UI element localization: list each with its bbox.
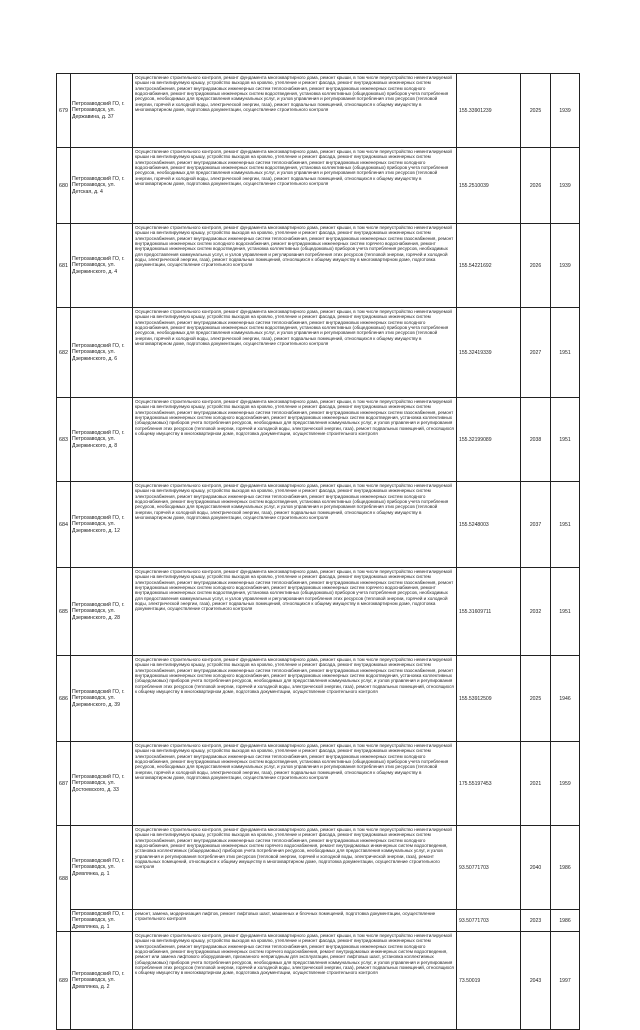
build-year-cell: 1951 bbox=[551, 308, 580, 398]
code-cell: 175.55197453 bbox=[457, 742, 521, 826]
work-description-cell: Осуществление строительного контроля, ремонт фундамента многоквартирного дома, ремонт крыши, в том числе переустройство невентилируемой крыши на вентилируемую крышу, устройство выходов на кровлю, утепление и ремонт фасада, ремонт внутридомовых инженерных систем электроснабжения, ремонт внутридомовых инженерных систем теплоснабжения, ремонт внутридомовых инженерных систем холодного водоснабжения, ремонт внутридомовых инженерных систем горячего водоснабжения, ремонт внутридомовых инженерных систем водоотведения, установка коллективных (общедомовых) приборов учета потребления ресурсов, необходимых для предоставления коммунальных услуг, и узлов управления и регулирования потребления этих ресурсов (тепловой энергии, горячей и холодной воды, электрической энергии, газа), ремонт подвальных помещений, относящихся к общему имуществу в многоквартирном доме, подготовка документации, осуществление строительного контроля bbox=[133, 826, 457, 910]
build-year-cell: 1959 bbox=[551, 742, 580, 826]
code-cell: 155.33901239 bbox=[457, 74, 521, 148]
build-year-cell: 1939 bbox=[551, 74, 580, 148]
address-cell: Петрозаводский ГО, г. Петрозаводск, ул. Достоевского, д. 33 bbox=[71, 742, 133, 826]
code-cell: 155.31609711 bbox=[457, 568, 521, 656]
work-description-cell: Осуществление строительного контроля, ремонт фундамента многоквартирного дома, ремонт крыши, в том числе переустройство невентилируемой крыши на вентилируемую крышу, устройство выходов на кровлю, утепление и ремонт фасада, ремонт внутридомовых инженерных систем электроснабжения, ремонт внутридомовых инженерных систем теплоснабжения, ремонт внутридомовых инженерных систем холодного водоснабжения, ремонт внутридомовых инженерных систем водоотведения, установка коллективных (общедомовых) приборов учета потребления ресурсов, необходимых для предоставления коммунальных услуг, и узлов управления и регулирования потребления этих ресурсов (тепловой энергии, горячей и холодной воды, электрической энергии, газа), ремонт подвальных помещений, относящихся к общему имуществу в многоквартирном доме, подготовка документации, осуществление строительного контроля bbox=[133, 148, 457, 224]
row-number: 679 bbox=[57, 74, 71, 148]
address-cell: Петрозаводский ГО, г. Петрозаводск, ул. Дзержинского, д. 8 bbox=[71, 398, 133, 482]
table-row bbox=[57, 826, 580, 910]
code-cell: 155.5248003 bbox=[457, 482, 521, 568]
plan-year-cell: 2023 bbox=[521, 910, 551, 932]
address-cell: Петрозаводский ГО, г. Петрозаводск, ул. Детская, д. 4 bbox=[71, 148, 133, 224]
work-description-cell: Осуществление строительного контроля, ремонт фундамента многоквартирного дома, ремонт крыши, в том числе переустройство невентилируемой крыши на вентилируемую крышу, устройство выходов на кровлю, утепление и ремонт фасада, ремонт внутридомовых инженерных систем электроснабжения, ремонт внутридомовых инженерных систем теплоснабжения, ремонт внутридомовых инженерных систем холодного водоснабжения, ремонт внутридомовых инженерных систем водоотведения, установка коллективных (общедомовых) приборов учета потребления ресурсов, необходимых для предоставления коммунальных услуг, и узлов управления и регулирования потребления этих ресурсов (тепловой энергии, горячей и холодной воды, электрической энергии, газа), ремонт подвальных помещений, относящихся к общему имуществу в многоквартирном доме, подготовка документации, осуществление строительного контроля bbox=[133, 742, 457, 826]
table-row bbox=[57, 74, 580, 148]
work-description-cell: Осуществление строительного контроля, ремонт фундамента многоквартирного дома, ремонт крыши, в том числе переустройство невентилируемой крыши на вентилируемую крышу, устройство выходов на кровлю, утепление и ремонт фасада, ремонт внутридомовых инженерных систем электроснабжения, ремонт внутридомовых инженерных систем теплоснабжения, ремонт внутридомовых инженерных систем холодного водоснабжения, ремонт внутридомовых инженерных систем водоотведения, установка коллективных (общедомовых) приборов учета потребления ресурсов, необходимых для предоставления коммунальных услуг, и узлов управления и регулирования потребления этих ресурсов (тепловой энергии, горячей и холодной воды, электрической энергии, газа), ремонт подвальных помещений, относящихся к общему имуществу в многоквартирном доме, подготовка документации, осуществление строительного контроля bbox=[133, 308, 457, 398]
table-row bbox=[57, 910, 580, 932]
address-cell: Петрозаводский ГО, г. Петрозаводск, ул. Дзержинского, д. 4 bbox=[71, 224, 133, 308]
work-description-cell: Осуществление строительного контроля, ремонт фундамента многоквартирного дома, ремонт крыши, в том числе переустройство невентилируемой крыши на вентилируемую крышу, устройство выходов на кровлю, утепление и ремонт фасада, ремонт внутридомовых инженерных систем электроснабжения, ремонт внутридомовых инженерных систем теплоснабжения, ремонт внутридомовых инженерных систем холодного водоснабжения, ремонт внутридомовых инженерных систем водоотведения, установка коллективных (общедомовых) приборов учета потребления ресурсов, необходимых для предоставления коммунальных услуг, и узлов управления и регулирования потребления этих ресурсов (тепловой энергии, горячей и холодной воды, электрической энергии, газа), ремонт подвальных помещений, относящихся к общему имуществу в многоквартирном доме, подготовка документации, осуществление строительного контроля bbox=[133, 482, 457, 568]
capital-repair-table bbox=[56, 73, 580, 1030]
row-number: 686 bbox=[57, 656, 71, 742]
row-number: 688 bbox=[57, 826, 71, 932]
table-row bbox=[57, 308, 580, 398]
plan-year-cell: 2025 bbox=[521, 74, 551, 148]
work-description-cell: ремонт, замена, модернизация лифтов, ремонт лифтовых шахт, машинных и блочных помещений, подготовка документации, осуществление строительного контроля bbox=[133, 910, 457, 932]
plan-year-cell: 2038 bbox=[521, 398, 551, 482]
work-description-cell: Осуществление строительного контроля, ремонт фундамента многоквартирного дома, ремонт крыши, в том числе переустройство невентилируемой крыши на вентилируемую крышу, устройство выходов на кровлю, утепление и ремонт фасада, ремонт внутридомовых инженерных систем электроснабжения, ремонт внутридомовых инженерных систем теплоснабжения, ремонт внутридомовых инженерных систем холодного водоснабжения, ремонт внутридомовых инженерных систем водоотведения, установка коллективных (общедомовых) приборов учета потребления ресурсов, необходимых для предоставления коммунальных услуг, и узлов управления и регулирования потребления этих ресурсов (тепловой энергии, горячей и холодной воды, электрической энергии, газа), ремонт подвальных помещений, относящихся к общему имуществу в многоквартирном доме, подготовка документации, осуществление строительного контроля bbox=[133, 74, 457, 148]
row-number: 689 bbox=[57, 932, 71, 1030]
row-number: 681 bbox=[57, 224, 71, 308]
build-year-cell: 1939 bbox=[551, 224, 580, 308]
table-row bbox=[57, 224, 580, 308]
plan-year-cell: 2025 bbox=[521, 656, 551, 742]
build-year-cell: 1986 bbox=[551, 826, 580, 910]
code-cell: 93.50771703 bbox=[457, 826, 521, 910]
work-description-cell: Осуществление строительного контроля, ремонт фундамента многоквартирного дома, ремонт крыши, в том числе переустройство невентилируемой крыши на вентилируемую крышу, устройство выходов на кровлю, утепление и ремонт фасада, ремонт внутридомовых инженерных систем электроснабжения, ремонт внутридомовых инженерных систем теплоснабжения, ремонт внутридомовых инженерных систем газоснабжения, ремонт внутридомовых инженерных систем холодного водоснабжения, ремонт внутридомовых инженерных систем водоотведения, установка коллективных (общедомовых) приборов учета потребления ресурсов, необходимых для предоставления коммунальных услуг, и узлов управления и регулирования потребления этих ресурсов (тепловой энергии, горячей и холодной воды, электрической энергии, газа), ремонт подвальных помещений, относящихся к общему имуществу в многоквартирном доме, подготовка документации, осуществление строительного контроля bbox=[133, 398, 457, 482]
row-number: 680 bbox=[57, 148, 71, 224]
build-year-cell: 1939 bbox=[551, 148, 580, 224]
code-cell: 73.50019 bbox=[457, 932, 521, 1030]
row-number: 683 bbox=[57, 398, 71, 482]
build-year-cell: 1951 bbox=[551, 398, 580, 482]
code-cell: 155.54221692 bbox=[457, 224, 521, 308]
code-cell: 155.32199089 bbox=[457, 398, 521, 482]
table-row bbox=[57, 398, 580, 482]
row-number: 684 bbox=[57, 482, 71, 568]
table-row bbox=[57, 482, 580, 568]
address-cell: Петрозаводский ГО, г. Петрозаводск, ул. Державина, д. 37 bbox=[71, 74, 133, 148]
work-description-cell: Осуществление строительного контроля, ремонт фундамента многоквартирного дома, ремонт крыши, в том числе переустройство невентилируемой крыши на вентилируемую крышу, устройство выходов на кровлю, утепление и ремонт фасада, ремонт внутридомовых инженерных систем электроснабжения, ремонт внутридомовых инженерных систем теплоснабжения, ремонт внутридомовых инженерных систем газоснабжения, ремонт внутридомовых инженерных систем холодного водоснабжения, ремонт внутридомовых инженерных систем горячего водоснабжения, ремонт внутридомовых инженерных систем водоотведения, установка коллективных (общедомовых) приборов учета потребления ресурсов, необходимых для предоставления коммунальных услуг, и узлов управления и регулирования потребления этих ресурсов (тепловой энергии, горячей и холодной воды, электрической энергии, газа), ремонт подвальных помещений, относящихся к общему имуществу в многоквартирном доме, подготовка документации, осуществление строительного контроля bbox=[133, 568, 457, 656]
build-year-cell: 1986 bbox=[551, 910, 580, 932]
build-year-cell: 1951 bbox=[551, 482, 580, 568]
address-cell: Петрозаводский ГО, г. Петрозаводск, ул. Древлянка, д. 2 bbox=[71, 932, 133, 1030]
plan-year-cell: 2026 bbox=[521, 148, 551, 224]
plan-year-cell: 2040 bbox=[521, 826, 551, 910]
plan-year-cell: 2021 bbox=[521, 742, 551, 826]
plan-year-cell: 2043 bbox=[521, 932, 551, 1030]
code-cell: 93.50771703 bbox=[457, 910, 521, 932]
row-number: 687 bbox=[57, 742, 71, 826]
work-description-cell: Осуществление строительного контроля, ремонт фундамента многоквартирного дома, ремонт крыши, в том числе переустройство невентилируемой крыши на вентилируемую крышу, устройство выходов на кровлю, утепление и ремонт фасада, ремонт внутридомовых инженерных систем электроснабжения, ремонт внутридомовых инженерных систем теплоснабжения, ремонт внутридомовых инженерных систем газоснабжения, ремонт внутридомовых инженерных систем холодного водоснабжения, ремонт внутридомовых инженерных систем водоотведения, установка коллективных (общедомовых) приборов учета потребления ресурсов, необходимых для предоставления коммунальных услуг, и узлов управления и регулирования потребления этих ресурсов (тепловой энергии, горячей и холодной воды, электрической энергии, газа), ремонт подвальных помещений, относящихся к общему имуществу в многоквартирном доме, подготовка документации, осуществление строительного контроля bbox=[133, 656, 457, 742]
build-year-cell: 1946 bbox=[551, 656, 580, 742]
table-row bbox=[57, 932, 580, 1030]
address-cell: Петрозаводский ГО, г. Петрозаводск, ул. Дзержинского, д. 12 bbox=[71, 482, 133, 568]
row-number: 682 bbox=[57, 308, 71, 398]
row-number: 685 bbox=[57, 568, 71, 656]
table-row bbox=[57, 568, 580, 656]
table-row bbox=[57, 742, 580, 826]
address-cell: Петрозаводский ГО, г. Петрозаводск, ул. Древлянка, д. 1 bbox=[71, 826, 133, 910]
address-cell: Петрозаводский ГО, г. Петрозаводск, ул. Дзержинского, д. 28 bbox=[71, 568, 133, 656]
code-cell: 155.2510039 bbox=[457, 148, 521, 224]
address-cell: Петрозаводский ГО, г. Петрозаводск, ул. Дзержинского, д. 39 bbox=[71, 656, 133, 742]
plan-year-cell: 2026 bbox=[521, 224, 551, 308]
plan-year-cell: 2037 bbox=[521, 482, 551, 568]
plan-year-cell: 2027 bbox=[521, 308, 551, 398]
build-year-cell: 1951 bbox=[551, 568, 580, 656]
register-sheet bbox=[56, 73, 579, 1030]
code-cell: 155.53912509 bbox=[457, 656, 521, 742]
build-year-cell: 1997 bbox=[551, 932, 580, 1030]
work-description-cell: Осуществление строительного контроля, ремонт фундамента многоквартирного дома, ремонт крыши, в том числе переустройство невентилируемой крыши на вентилируемую крышу, устройство выходов на кровлю, утепление и ремонт фасада, ремонт внутридомовых инженерных систем электроснабжения, ремонт внутридомовых инженерных систем теплоснабжения, ремонт внутридомовых инженерных систем газоснабжения, ремонт внутридомовых инженерных систем холодного водоснабжения, ремонт внутридомовых инженерных систем горячего водоснабжения, ремонт внутридомовых инженерных систем водоотведения, установка коллективных (общедомовых) приборов учета потребления ресурсов, необходимых для предоставления коммунальных услуг, и узлов управления и регулирования потребления этих ресурсов (тепловой энергии, горячей и холодной воды, электрической энергии, газа), ремонт подвальных помещений, относящихся к общему имуществу в многоквартирном доме, подготовка документации, осуществление строительного контроля bbox=[133, 224, 457, 308]
work-description-cell: Осуществление строительного контроля, ремонт фундамента многоквартирного дома, ремонт крыши, в том числе переустройство невентилируемой крыши на вентилируемую крышу, устройство выходов на кровлю, утепление и ремонт фасада, ремонт внутридомовых инженерных систем электроснабжения, ремонт внутридомовых инженерных систем теплоснабжения, ремонт внутридомовых инженерных систем холодного водоснабжения, ремонт внутридомовых инженерных систем горячего водоснабжения, ремонт внутридомовых инженерных систем водоотведения, ремонт или замена лифтового оборудования, признанного непригодным для эксплуатации, ремонт лифтовых шахт, установка коллективных (общедомовых) приборов учета потребления ресурсов, необходимых для предоставления коммунальных услуг, и узлов управления и регулирования потребления этих ресурсов (тепловой энергии, горячей и холодной воды, электрической энергии, газа), ремонт подвальных помещений, относящихся к общему имуществу в многоквартирном доме, подготовка документации, осуществление строительного контроля bbox=[133, 932, 457, 1030]
address-cell: Петрозаводский ГО, г. Петрозаводск, ул. Дзержинского, д. 6 bbox=[71, 308, 133, 398]
table-row bbox=[57, 656, 580, 742]
plan-year-cell: 2032 bbox=[521, 568, 551, 656]
address-cell: Петрозаводский ГО, г. Петрозаводск, ул. Древлянка, д. 1 bbox=[71, 910, 133, 932]
code-cell: 155.32419339 bbox=[457, 308, 521, 398]
table-row bbox=[57, 148, 580, 224]
